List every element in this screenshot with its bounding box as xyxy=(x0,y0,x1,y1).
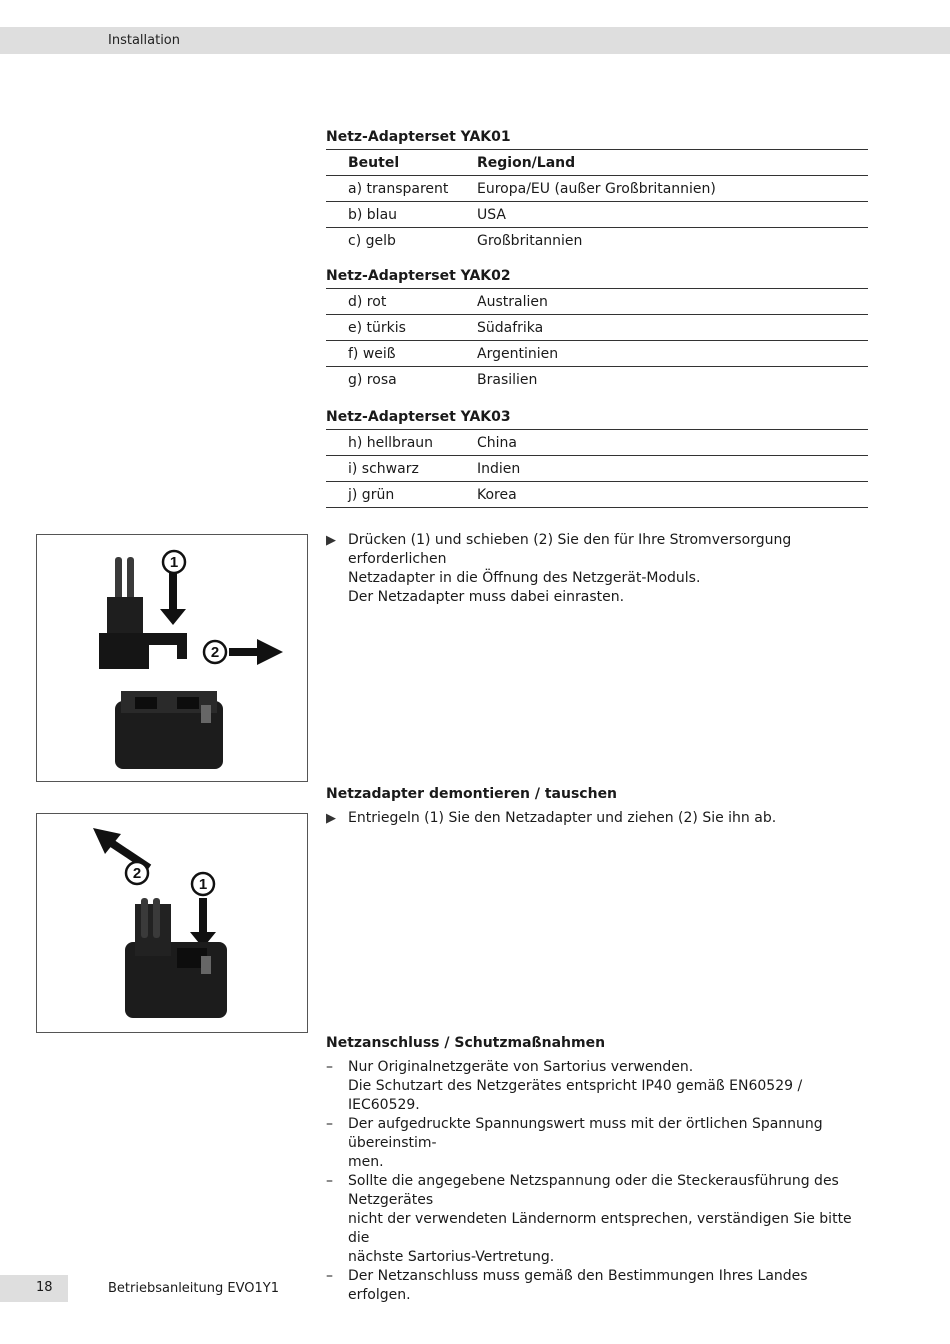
yak02-table xyxy=(326,288,868,392)
dash-bullet: – xyxy=(326,1173,333,1189)
list-item xyxy=(326,1058,871,1115)
header-bar xyxy=(0,27,950,54)
page-number-box xyxy=(0,1275,68,1302)
section-header: Installation xyxy=(108,33,181,48)
instruction-line: Der Netzadapter muss dabei einrasten. xyxy=(348,589,625,605)
column-header-region: Region/Land xyxy=(477,150,868,176)
beutel-cell: c) gelb xyxy=(348,232,396,249)
beutel-cell: d) rot xyxy=(326,289,477,315)
instruction-line: Drücken (1) und schieben (2) Sie den für Ihre Stromversorgung erforderlichen xyxy=(348,532,792,567)
beutel-cell: g) rosa xyxy=(348,371,397,388)
dash-bullet: – xyxy=(326,1116,333,1132)
beutel-cell: i) schwarz xyxy=(326,456,477,482)
region-cell: Brasilien xyxy=(477,371,538,388)
region-cell: USA xyxy=(477,202,868,228)
triangle-bullet-icon: ▶ xyxy=(326,533,336,548)
beutel-cell: j) grün xyxy=(326,482,477,508)
instruction-line: Netzadapter in die Öffnung des Netzgerät-Moduls. xyxy=(348,570,701,586)
table-row xyxy=(326,367,868,393)
table-row xyxy=(326,456,868,482)
triangle-bullet-icon: ▶ xyxy=(326,811,336,826)
table-row xyxy=(326,430,868,456)
table-row xyxy=(326,315,868,341)
plug-adapter-icon xyxy=(135,898,171,956)
region-cell: Südafrika xyxy=(477,315,868,341)
beutel-cell: b) blau xyxy=(326,202,477,228)
table-header-row xyxy=(326,150,868,176)
list-item xyxy=(326,1172,871,1267)
table-row xyxy=(326,482,868,508)
list-item-line: nächste Sartorius-Vertretung. xyxy=(348,1249,555,1265)
region-cell: Argentinien xyxy=(477,341,868,367)
region-cell: China xyxy=(477,430,868,456)
yak03-title: Netz-Adapterset YAK03 xyxy=(326,409,511,425)
dash-bullet: – xyxy=(326,1059,333,1075)
safety-list xyxy=(326,1058,871,1305)
page-number: 18 xyxy=(36,1280,53,1295)
region-cell: Korea xyxy=(477,482,868,508)
table-row xyxy=(326,176,868,202)
list-item xyxy=(326,1267,871,1305)
power-module-icon xyxy=(115,691,223,769)
list-item-line: Nur Originalnetzgeräte von Sartorius verwenden. xyxy=(348,1059,694,1075)
list-item-line: Die Schutzart des Netzgerätes entspricht IP40 gemäß EN60529 / IEC60529. xyxy=(348,1078,803,1113)
arrow-down-icon xyxy=(190,898,216,948)
beutel-cell: f) weiß xyxy=(326,341,477,367)
table-row xyxy=(326,228,868,254)
dash-bullet: – xyxy=(326,1268,333,1284)
table-row xyxy=(326,289,868,315)
beutel-cell: h) hellbraun xyxy=(326,430,477,456)
mount-adapter-figure xyxy=(36,534,308,782)
beutel-cell: a) transparent xyxy=(326,176,477,202)
mount-adapter-illustration xyxy=(37,535,307,781)
arrow-right-icon xyxy=(229,639,283,665)
table-row xyxy=(326,341,868,367)
list-item-line: Der Netzanschluss muss gemäß den Bestimmungen Ihres Landes erfolgen. xyxy=(348,1268,808,1303)
remove-adapter-illustration xyxy=(37,814,307,1032)
beutel-cell: e) türkis xyxy=(326,315,477,341)
list-item-line: nicht der verwendeten Ländernorm entsprechen, verständigen Sie bitte die xyxy=(348,1211,852,1246)
region-cell: Australien xyxy=(477,289,868,315)
step-1-label: 1 xyxy=(169,554,179,571)
column-header-beutel: Beutel xyxy=(326,150,477,176)
yak01-title: Netz-Adapterset YAK01 xyxy=(326,129,511,145)
step-1-label: 1 xyxy=(198,876,208,893)
yak01-table xyxy=(326,149,868,253)
region-cell: Indien xyxy=(477,456,868,482)
yak03-table xyxy=(326,429,868,508)
document-title: Betriebsanleitung EVO1Y1 xyxy=(108,1281,279,1296)
remove-adapter-figure xyxy=(36,813,308,1033)
mount-instruction xyxy=(326,531,871,607)
remove-title: Netzadapter demontieren / tauschen xyxy=(326,786,618,802)
instruction-line: Entriegeln (1) Sie den Netzadapter und ziehen (2) Sie ihn ab. xyxy=(348,810,777,826)
step-2-label: 2 xyxy=(132,865,142,882)
list-item xyxy=(326,1115,871,1172)
safety-title: Netzanschluss / Schutzmaßnahmen xyxy=(326,1035,606,1051)
region-cell: Großbritannien xyxy=(477,232,583,249)
list-item-line: Der aufgedruckte Spannungswert muss mit der örtlichen Spannung übereinstim- xyxy=(348,1116,823,1151)
table-row xyxy=(326,202,868,228)
step-2-label: 2 xyxy=(210,644,220,661)
remove-instruction xyxy=(326,809,871,828)
arrow-down-icon xyxy=(160,571,186,625)
list-item-line: Sollte die angegebene Netzspannung oder die Steckerausführung des Netzgerätes xyxy=(348,1173,839,1208)
list-item-line: men. xyxy=(348,1154,384,1170)
yak02-title: Netz-Adapterset YAK02 xyxy=(326,268,511,284)
region-cell: Europa/EU (außer Großbritannien) xyxy=(477,176,868,202)
